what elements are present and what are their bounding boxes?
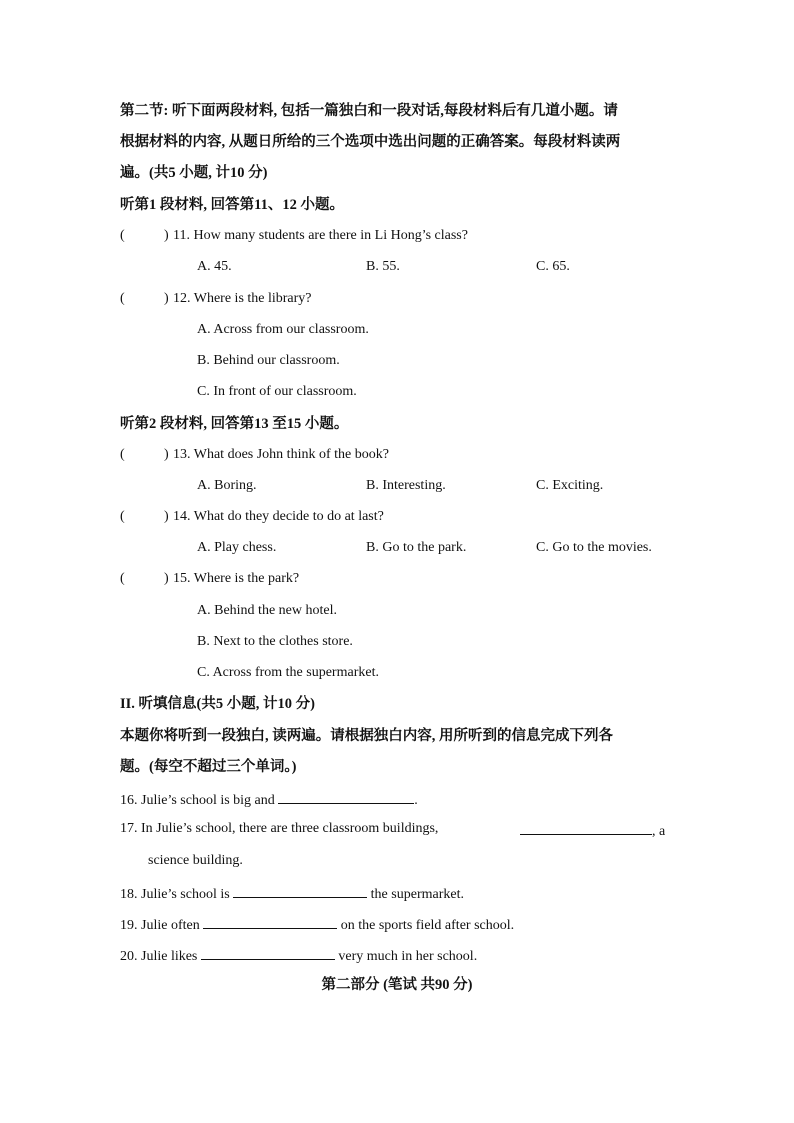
answer-blank[interactable] — [520, 819, 652, 835]
section-intro-line-1: 第二节: 听下面两段材料, 包括一篇独白和一段对话,每段材料后有几道小题。请 — [120, 103, 618, 119]
option-b: B. Go to the park. — [366, 540, 467, 555]
section-intro-line-3: 遍。(共5 小题, 计10 分) — [120, 165, 268, 181]
part-2-intro-line-1: 本题你将听到一段独白, 读两遍。请根据独白内容, 用所听到的信息完成下列各 — [120, 728, 613, 744]
answer-paren-open: ( — [120, 509, 125, 524]
question-text: 15. Where is the park? — [173, 571, 300, 586]
answer-blank[interactable] — [278, 788, 414, 804]
question-18-after: the supermarket. — [370, 887, 464, 902]
option-b: B. Behind our classroom. — [197, 353, 340, 368]
question-18-text: 18. Julie’s school is — [120, 887, 230, 902]
question-16 — [120, 788, 418, 811]
question-20-text: 20. Julie likes — [120, 949, 198, 964]
part-2-heading: II. 听填信息(共5 小题, 计10 分) — [120, 696, 315, 712]
question-19-text: 19. Julie often — [120, 918, 200, 933]
option-b: B. Interesting. — [366, 478, 446, 493]
question-17-blank-wrap — [520, 819, 665, 842]
option-a: A. Behind the new hotel. — [197, 603, 337, 618]
answer-paren-close: ) — [164, 447, 169, 462]
answer-blank[interactable] — [233, 882, 367, 898]
option-a: A. Play chess. — [197, 540, 277, 555]
answer-paren-open: ( — [120, 447, 125, 462]
question-text: 12. Where is the library? — [173, 291, 312, 306]
option-a: A. Across from our classroom. — [197, 322, 369, 337]
question-19-after: on the sports field after school. — [340, 918, 515, 933]
part-two-written-heading: 第二部分 (笔试 共90 分) — [321, 977, 473, 993]
answer-paren-open: ( — [120, 571, 125, 586]
question-20 — [120, 944, 477, 967]
section-intro-line-2: 根据材料的内容, 从题日所给的三个选项中选出问题的正确答案。每段材料读两 — [120, 134, 621, 150]
question-19 — [120, 913, 514, 936]
answer-paren-close: ) — [164, 228, 169, 243]
question-17-text: 17. In Julie’s school, there are three classroom buildings, — [120, 821, 439, 836]
option-c: C. Go to the movies. — [536, 540, 652, 555]
answer-paren-open: ( — [120, 291, 125, 306]
answer-paren-close: ) — [164, 291, 169, 306]
question-text: 13. What does John think of the book? — [173, 447, 389, 462]
option-c: C. 65. — [536, 259, 570, 274]
answer-blank[interactable] — [203, 913, 337, 929]
question-17-after: , a — [652, 824, 666, 839]
question-text: 14. What do they decide to do at last? — [173, 509, 384, 524]
question-18 — [120, 882, 464, 905]
option-a: A. Boring. — [197, 478, 257, 493]
question-20-after: very much in her school. — [338, 949, 478, 964]
answer-paren-close: ) — [164, 509, 169, 524]
option-b: B. 55. — [366, 259, 400, 274]
option-c: C. Across from the supermarket. — [197, 665, 379, 680]
question-16-end: . — [414, 793, 418, 808]
answer-blank[interactable] — [201, 944, 335, 960]
option-c: C. In front of our classroom. — [197, 384, 357, 399]
question-text: 11. How many students are there in Li Hong’s class? — [173, 228, 468, 243]
option-c: C. Exciting. — [536, 478, 604, 493]
material-1-heading: 听第1 段材料, 回答第11、12 小题。 — [120, 197, 344, 213]
part-2-intro-line-2: 题。(每空不超过三个单词。) — [120, 759, 297, 775]
answer-paren-open: ( — [120, 228, 125, 243]
question-16-text: 16. Julie’s school is big and — [120, 793, 275, 808]
answer-paren-close: ) — [164, 571, 169, 586]
material-2-heading: 听第2 段材料, 回答第13 至15 小题。 — [120, 416, 349, 432]
option-a: A. 45. — [197, 259, 232, 274]
option-b: B. Next to the clothes store. — [197, 634, 353, 649]
question-17-continued: science building. — [148, 853, 243, 868]
